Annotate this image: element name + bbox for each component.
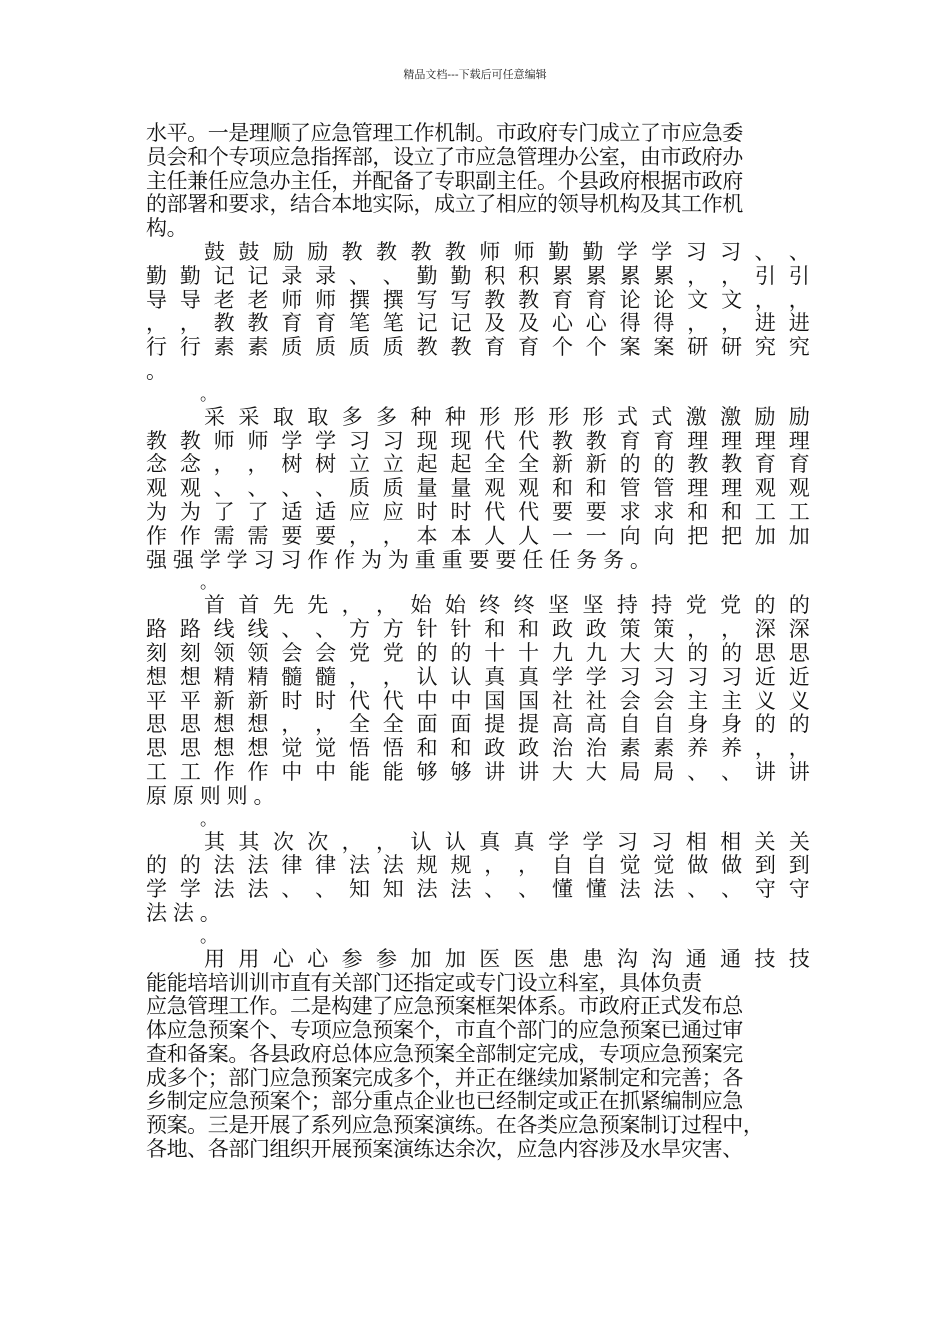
text-line: 各地、各部门组织开展预案演练达余次，应急内容涉及水旱灾害、 (146, 1137, 743, 1162)
text-line: 路 路 线 线 、 、 方 方 针 针 和 和 政 政 策 策 ， ， 深 深 (146, 617, 810, 642)
text-line: 首 首 先 先 ， ， 始 始 终 终 坚 坚 持 持 党 党 的 的 (204, 593, 810, 618)
stray-period: 。 (200, 384, 217, 405)
text-line: 作 作 需 需 要 要 ， ， 本 本 人 人 一 一 向 向 把 把 加 加 (146, 523, 810, 548)
text-line: 勤 勤 记 记 录 录 、 、 勤 勤 积 积 累 累 累 累 ， ， 引 引 (146, 263, 810, 288)
paragraph (146, 406, 810, 573)
text-line: 主任兼任应急办主任，并配备了专职副主任。个县政府根据市政府 (146, 168, 743, 193)
text-line: 学 学 法 法 、 、 知 知 法 法 、 、 懂 懂 法 法 、 、 守 守 (146, 877, 810, 902)
stray-period: 。 (200, 926, 217, 947)
text-line: 原原则则。 (146, 783, 281, 808)
text-line: 其 其 次 次 ， ， 认 认 真 真 学 学 习 习 相 相 关 关 (204, 829, 810, 854)
text-line: 教 教 师 师 学 学 习 习 现 现 代 代 教 教 育 育 理 理 理 理 (146, 428, 810, 453)
text-line: 的 的 法 法 律 律 法 法 规 规 ， ， 自 自 觉 觉 做 做 到 到 (146, 853, 810, 878)
text-line: 想 想 精 精 髓 髓 ， ， 认 认 真 真 学 学 习 习 习 习 近 近 (146, 664, 810, 689)
text-line: 的部署和要求，结合本地实际，成立了相应的领导机构及其工作机 (146, 192, 743, 217)
text-line: 鼓 鼓 励 励 教 教 教 教 师 师 勤 勤 学 学 习 习 、 、 (204, 239, 810, 264)
text-line: 思 思 想 想 觉 觉 悟 悟 和 和 政 政 治 治 素 素 养 养 ， ， (146, 736, 810, 761)
paragraph (146, 594, 810, 808)
text-line: 能能培培训训市直有关部门还指定或专门设立科室，具体负责 (146, 970, 702, 995)
text-line: 刻 刻 领 领 会 会 党 党 的 的 十 十 九 九 大 大 的 的 思 思 (146, 640, 810, 665)
text-line: 应急管理工作。二是构建了应急预案框架体系。市政府正式发布总 (146, 994, 743, 1019)
text-line: 强强学学习习作作为为重重要要任任务务。 (146, 547, 657, 572)
text-line: 员会和个专项应急指挥部，设立了市应急管理办公室，由市政府办 (146, 144, 743, 169)
text-line: 预案。三是开展了系列应急预案演练。在各类应急预案制订过程中， (146, 1113, 764, 1138)
text-line: 导 导 老 老 师 师 撰 撰 写 写 教 教 育 育 论 论 文 文 ， ， (146, 287, 810, 312)
text-line: 构。 (146, 216, 188, 241)
text-line: 采 采 取 取 多 多 种 种 形 形 形 形 式 式 激 激 励 励 (204, 404, 810, 429)
text-line: 平 平 新 新 时 时 代 代 中 中 国 国 社 社 会 会 主 主 义 义 (146, 688, 810, 713)
page-header: 精品文档---下载后可任意编辑 (403, 68, 547, 81)
paragraph (146, 122, 810, 241)
document-body (146, 122, 810, 1162)
text-line: 法法。 (146, 900, 227, 925)
text-line: 体应急预案个、专项应急预案个，市直个部门的应急预案已通过审 (146, 1018, 743, 1043)
text-line: 水平。一是理顺了应急管理工作机制。市政府专门成立了市应急委 (146, 121, 743, 145)
text-line: 观 观 、 、 、 、 质 质 量 量 观 观 和 和 管 管 理 理 观 观 (146, 476, 810, 501)
text-line: 乡制定应急预案个；部分重点企业也已经制定或正在抓紧编制应急 (146, 1089, 743, 1114)
text-line: 行 行 素 素 质 质 质 质 教 教 育 育 个 个 案 案 研 研 究 究 (146, 335, 810, 360)
text-line: 工 工 作 作 中 中 能 能 够 够 讲 讲 大 大 局 局 、 、 讲 讲 (146, 759, 810, 784)
stray-period: 。 (200, 573, 217, 594)
text-line: 念 念 ， ， 树 树 立 立 起 起 全 全 新 新 的 的 教 教 育 育 (146, 452, 810, 477)
paragraph (146, 831, 810, 926)
text-line: 成多个；部门应急预案完成多个，并正在继续加紧制定和完善；各 (146, 1065, 743, 1090)
paragraph (146, 241, 810, 384)
paragraph (146, 948, 810, 1162)
stray-period: 。 (200, 809, 217, 830)
text-line: 用 用 心 心 参 参 加 加 医 医 患 患 沟 沟 通 通 技 技 (204, 946, 810, 971)
text-line: ， ， 教 教 育 育 笔 笔 记 记 及 及 心 心 得 得 ， ， 进 进 (146, 311, 810, 336)
text-line: 为 为 了 了 适 适 应 应 时 时 代 代 要 要 求 求 和 和 工 工 (146, 499, 810, 524)
text-line: 思 思 想 想 ， ， 全 全 面 面 提 提 高 高 自 自 身 身 的 的 (146, 712, 810, 737)
text-line: 。 (146, 358, 173, 383)
text-line: 查和备案。各县政府总体应急预案全部制定完成，专项应急预案完 (146, 1041, 743, 1066)
